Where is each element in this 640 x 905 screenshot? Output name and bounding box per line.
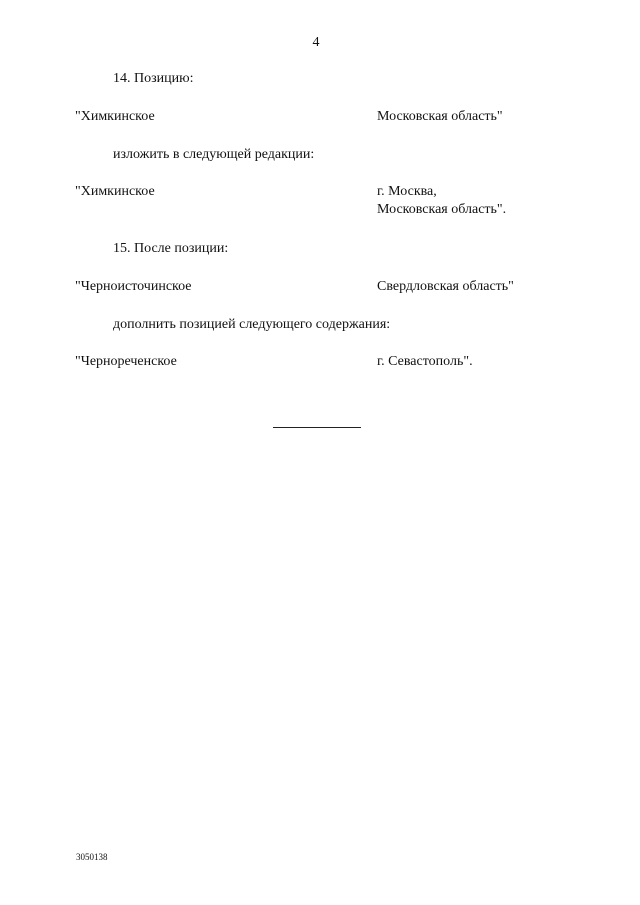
item-15-added-settlement: "Чернореченское: [75, 354, 177, 369]
item-15-reference-region: Свердловская область": [377, 279, 514, 294]
page-number: 4: [312, 35, 320, 50]
item-15-reference-settlement: "Черноисточинское: [75, 279, 192, 294]
item-15-added-region: г. Севастополь".: [377, 354, 473, 369]
document-code: 3050138: [76, 852, 108, 862]
item-14-old-settlement: "Химкинское: [75, 109, 155, 124]
item-14-old-region: Московская область": [377, 109, 503, 124]
item-15-heading: 15. После позиции:: [113, 241, 229, 256]
item-14-new-settlement: "Химкинское: [75, 184, 155, 199]
item-14-heading: 14. Позицию:: [113, 71, 194, 86]
item-14-instruction: изложить в следующей редакции:: [113, 147, 315, 162]
item-15-instruction: дополнить позицией следующего содержания:: [113, 317, 391, 332]
item-14-new-region-line2: Московская область".: [377, 202, 507, 217]
end-separator-line: [273, 427, 361, 428]
item-14-new-region-line1: г. Москва,: [377, 184, 437, 199]
